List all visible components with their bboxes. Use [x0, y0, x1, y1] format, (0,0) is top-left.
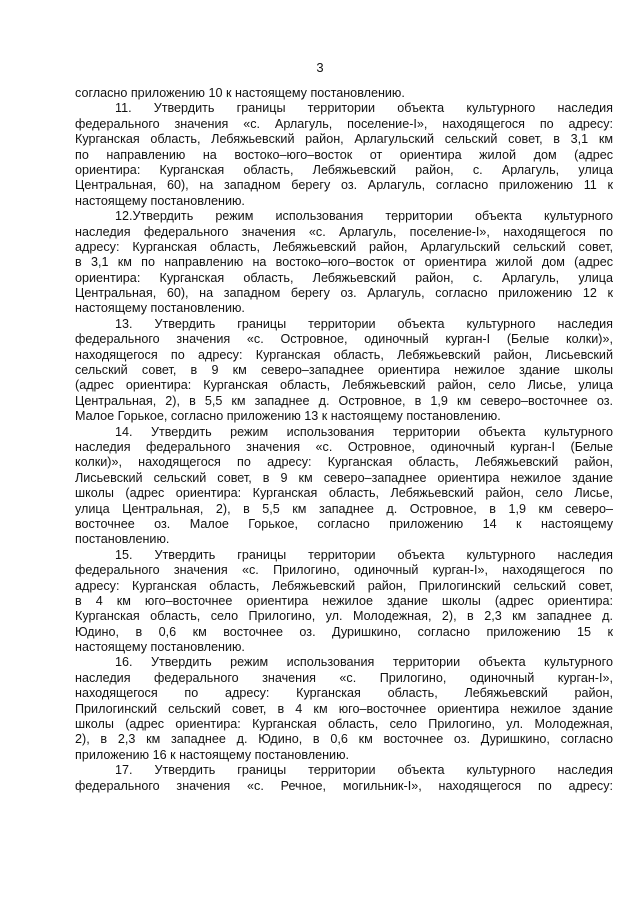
text-line: федерального значения «с. Прилогино, одиночный курган-I», находящегося по [75, 563, 613, 578]
text-line: адресу: Курганская область, Лебяжьевский район, Прилогинский сельский совет, [75, 578, 613, 593]
text-line: 11. Утвердить границы территории объекта культурного наследия [115, 101, 613, 116]
text-line: улица Центральная, 2), в 5,5 км западнее д. Островное, в 1,9 км северо– [75, 501, 613, 516]
text-line: настоящему постановлению. [75, 640, 245, 655]
text-line: находящегося по адресу: Курганская область, Лебяжьевский район, [75, 686, 613, 701]
text-line: (адрес ориентира: Курганская область, Лебяжьевский район, село Лисье, улица [75, 378, 613, 393]
text-line: наследия федерального значения «с. Прилогино, одиночный курган-I», [75, 670, 613, 685]
text-line: сельский совет, в 9 км северо–западнее ориентира нежилое здание школы [75, 363, 613, 378]
paragraph-item-13 [75, 317, 613, 425]
text-line: ориентира: Курганская область, Лебяжьевский район, с. Арлагуль, улица [75, 162, 613, 177]
text-line: по направлению на востоко–юго–восток от ориентира жилой дом (адрес [75, 147, 613, 162]
text-line: наследия федерального значения «с. Арлагуль, поселение-I», находящегося по [75, 224, 613, 239]
text-line: федерального значения «с. Арлагуль, поселение-I», находящегося по адресу: [75, 116, 613, 131]
text-line: в 3,1 км по направлению на востоко–юго–восток от ориентира жилой дом (адрес [75, 255, 613, 270]
paragraph-item-11 [75, 101, 613, 209]
text-line: настоящему постановлению. [75, 301, 245, 316]
text-line: 15. Утвердить границы территории объекта культурного наследия [115, 547, 613, 562]
text-line: федерального значения «с. Островное, одиночный курган-I (Белые колки)», [75, 332, 613, 347]
page-number: 3 [316, 60, 324, 75]
text-line: постановлению. [75, 532, 170, 547]
text-line: Малое Горькое, согласно приложению 13 к настоящему постановлению. [75, 409, 501, 424]
text-line: согласно приложению 10 к настоящему постановлению. [75, 86, 405, 100]
text-line: федерального значения «с. Речное, могильник-I», находящегося по адресу: [75, 778, 613, 793]
text-line: Прилогинский сельский совет, в 4 км юго–восточнее ориентира нежилое здание [75, 701, 613, 716]
text-line: ориентира: Курганская область, Лебяжьевский район, с. Арлагуль, улица [75, 270, 613, 285]
text-line: настоящему постановлению. [75, 193, 245, 208]
text-line: наследия федерального значения «с. Островное, одиночный курган-I (Белые [75, 439, 613, 454]
text-line: Курганская область, село Прилогино, ул. Молодежная, 2), в 2,3 км западнее д. [75, 609, 613, 624]
paragraph-item-17 [75, 763, 613, 794]
text-line: Центральная, 2), в 5,5 км западнее д. Островное, в 1,9 км северо–восточнее оз. [75, 393, 613, 408]
paragraph-item-12 [75, 209, 613, 317]
text-line: 17. Утвердить границы территории объекта культурного наследия [115, 763, 613, 778]
text-line: Центральная, 60), на западном берегу оз. Арлагуль, согласно приложению 11 к [75, 178, 613, 193]
text-line: Лисьевский сельский совет, в 9 км северо–западнее ориентира нежилое здание [75, 470, 613, 485]
text-line: в 4 км юго–восточнее ориентира нежилое здание школы (адрес ориентира: [75, 593, 613, 608]
paragraph-item-16 [75, 655, 613, 763]
text-line: 13. Утвердить границы территории объекта культурного наследия [115, 316, 613, 331]
text-line: восточнее оз. Малое Горькое, согласно приложению 14 к настоящему [75, 516, 613, 531]
text-line: Центральная, 60), на западном берегу оз. Арлагуль, согласно приложению 12 к [75, 286, 613, 301]
text-line: 16. Утвердить режим использования территории объекта культурного [115, 655, 613, 670]
paragraph-item-14 [75, 425, 613, 548]
text-line: 14. Утвердить режим использования территории объекта культурного [115, 424, 613, 439]
text-line: Курганская область, Лебяжьевский район, Арлагульский сельский совет, в 3,1 км [75, 132, 613, 147]
text-line: колки)», находящегося по адресу: Курганская область, Лебяжьевский район, [75, 455, 613, 470]
text-line: адресу: Курганская область, Лебяжьевский район, Арлагульский сельский совет, [75, 239, 613, 254]
text-line: находящегося по адресу: Курганская область, Лебяжьевский район, Лисьевский [75, 347, 613, 362]
text-line: 12.Утвердить режим использования территории объекта культурного [115, 209, 613, 224]
text-line: школы (адрес ориентира: Курганская область, село Прилогино, ул. Молодежная, [75, 717, 613, 732]
document-body [75, 86, 613, 794]
paragraph-item-15 [75, 548, 613, 656]
text-line: школы (адрес ориентира: Курганская область, Лебяжьевский район, село Лисье, [75, 486, 613, 501]
text-line: приложению 16 к настоящему постановлению. [75, 747, 350, 762]
text-line: Юдино, в 0,6 км восточнее оз. Дуришкино, согласно приложению 15 к [75, 624, 613, 639]
text-line: 2), в 2,3 км западнее д. Юдино, в 0,6 км восточнее оз. Дуришкино, согласно [75, 732, 613, 747]
paragraph-intro [75, 86, 613, 101]
